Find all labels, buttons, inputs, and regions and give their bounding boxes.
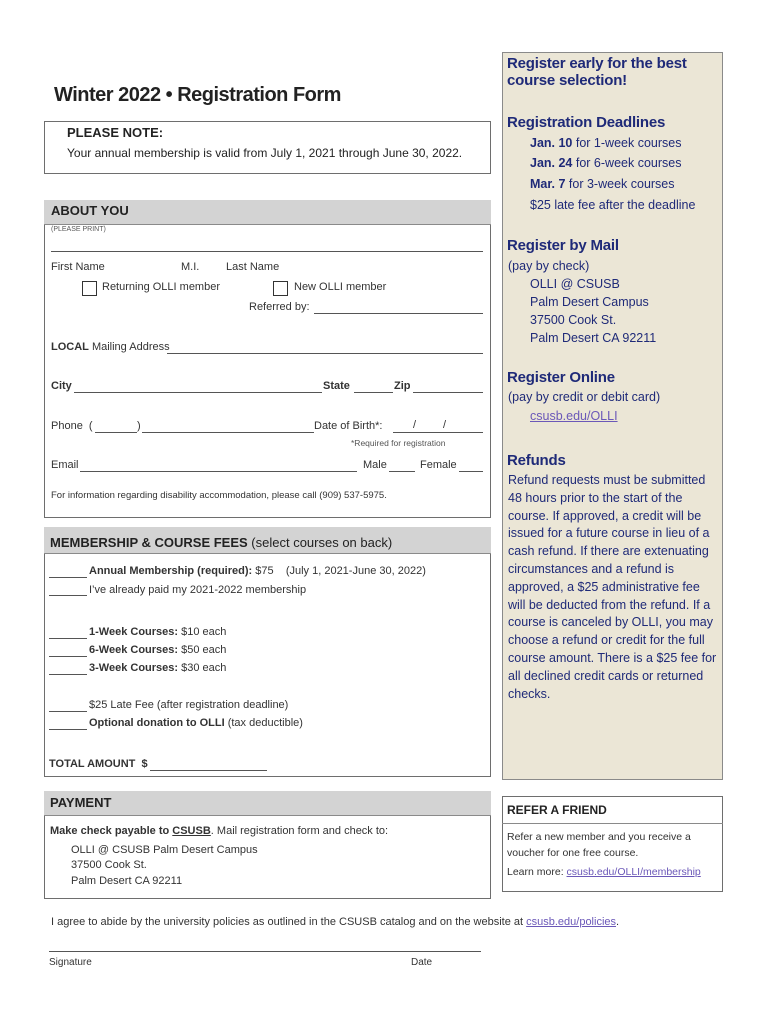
three-week-price: $30 each — [178, 662, 227, 674]
register-early-heading: Register early for the best course selection! — [507, 55, 687, 89]
total-amount-line[interactable] — [150, 770, 267, 771]
zip-line[interactable] — [413, 392, 483, 393]
disability-info: For information regarding disability accommodation, please call (909) 537-5975. — [51, 490, 387, 501]
about-you-heading: ABOUT YOU — [51, 203, 129, 218]
total-amount-label: TOTAL AMOUNT $ — [49, 758, 148, 770]
annual-membership-line[interactable] — [49, 577, 87, 578]
mail-address-line-4: Palm Desert CA 92211 — [530, 331, 657, 345]
three-week-label: 3-Week Courses: — [89, 662, 179, 674]
mail-address-line-1: OLLI @ CSUSB — [530, 277, 620, 291]
required-note: *Required for registration — [351, 438, 446, 448]
annual-membership-price: $75 (July 1, 2021-June 30, 2022) — [252, 565, 426, 577]
name-input-line[interactable] — [51, 251, 483, 252]
area-code-line[interactable] — [95, 432, 137, 433]
refunds-heading: Refunds — [507, 452, 566, 469]
returning-member-checkbox[interactable] — [82, 281, 97, 296]
deadlines-heading: Registration Deadlines — [507, 114, 666, 131]
check-mail-instructions: . Mail registration form and check to: — [210, 825, 389, 837]
deadline-text-1: for 1-week courses — [572, 136, 682, 150]
state-line[interactable] — [354, 392, 393, 393]
online-pay-method: (pay by credit or debit card) — [508, 390, 661, 404]
referred-by-label: Referred by: — [249, 301, 310, 313]
deadline-text-2: for 6-week courses — [572, 156, 682, 170]
new-member-checkbox[interactable] — [273, 281, 288, 296]
signature-line[interactable] — [49, 951, 481, 952]
payment-address-line-2: 37500 Cook St. — [71, 859, 147, 871]
one-week-label: 1-Week Courses: — [89, 626, 179, 638]
phone-paren-close: ) — [137, 420, 141, 432]
learn-more-label: Learn more: — [507, 866, 567, 878]
state-label: State — [323, 380, 350, 392]
male-label: Male — [363, 459, 387, 471]
refer-text-line-1: Refer a new member and you receive a — [507, 831, 691, 843]
three-week-line[interactable] — [49, 674, 87, 675]
six-week-line[interactable] — [49, 656, 87, 657]
policies-link[interactable]: csusb.edu/policies — [526, 916, 617, 928]
six-week-label: 6-Week Courses: — [89, 644, 179, 656]
membership-validity-note: Your annual membership is valid from July 1, 2021 through June 30, 2022. — [67, 146, 463, 160]
referred-by-line[interactable] — [314, 313, 483, 314]
dob-slash-1: / — [413, 419, 417, 431]
already-paid-label: I’ve already paid my 2021-2022 membership — [89, 584, 307, 596]
new-member-label: New OLLI member — [294, 281, 387, 293]
check-payee: CSUSB — [172, 825, 211, 837]
page-title: Winter 2022 • Registration Form — [54, 84, 341, 106]
fees-heading-note: (select courses on back) — [247, 535, 393, 550]
city-label: City — [51, 380, 72, 392]
annual-membership-label: Annual Membership (required): — [89, 565, 253, 577]
dob-label: Date of Birth*: — [314, 420, 383, 432]
payment-heading: PAYMENT — [50, 795, 112, 810]
late-fee-label: $25 Late Fee (after registration deadline) — [89, 699, 289, 711]
dob-slash-2: / — [443, 419, 447, 431]
email-line[interactable] — [80, 471, 357, 472]
signature-label: Signature — [49, 957, 92, 968]
local-label: LOCAL — [51, 341, 89, 353]
refunds-policy-text: Refund requests must be submitted 48 hours prior to the start of the course. If approved, a credit will be issued for a future course in lieu of a cash refund. If there are extenuating circumstances and a refund is approved, a $25 administrative fee will be deducted from the refund. If a course is canceled by OLLI, you may choose a refund or credit for the full course amount. There is a $25 fee for all declined credit cards or returned checks. — [508, 473, 717, 701]
mailing-address-label: Mailing Address — [88, 341, 170, 353]
agreement-end: . — [616, 916, 620, 928]
donation-label: Optional donation to OLLI — [89, 717, 225, 729]
first-name-label: First Name — [51, 261, 105, 273]
deadline-text-3: for 3-week courses — [565, 177, 675, 191]
returning-member-label: Returning OLLI member — [102, 281, 220, 293]
one-week-line[interactable] — [49, 638, 87, 639]
female-label: Female — [420, 459, 457, 471]
female-line[interactable] — [459, 471, 483, 472]
register-by-mail-heading: Register by Mail — [507, 237, 619, 254]
mail-address-line-3: 37500 Cook St. — [530, 313, 617, 327]
already-paid-line[interactable] — [49, 595, 87, 596]
email-label: Email — [51, 459, 79, 471]
deadline-date-1: Jan. 10 — [530, 136, 573, 150]
olli-website-link[interactable]: csusb.edu/OLLI — [530, 409, 618, 423]
city-line[interactable] — [74, 392, 322, 393]
payment-address-line-1: OLLI @ CSUSB Palm Desert Campus — [71, 844, 258, 856]
last-name-label: Last Name — [226, 261, 280, 273]
donation-note: (tax deductible) — [224, 717, 303, 729]
deadline-date-3: Mar. 7 — [530, 177, 566, 191]
refer-text-line-2: voucher for one free course. — [507, 847, 639, 859]
late-fee-line[interactable] — [49, 711, 87, 712]
phone-label: Phone ( — [51, 420, 93, 432]
fees-heading: MEMBERSHIP & COURSE FEES — [50, 535, 248, 550]
phone-line[interactable] — [142, 432, 314, 433]
membership-link[interactable]: csusb.edu/OLLI/membership — [566, 866, 701, 878]
donation-line[interactable] — [49, 729, 87, 730]
refer-a-friend-heading: REFER A FRIEND — [507, 803, 607, 817]
please-print-label: (PLEASE PRINT) — [51, 226, 106, 233]
dob-line[interactable] — [393, 432, 483, 433]
agreement-text: I agree to abide by the university policies as outlined in the CSUSB catalog and on the website at — [51, 916, 527, 928]
check-payable-label: Make check payable to — [50, 825, 173, 837]
mail-pay-method: (pay by check) — [508, 259, 590, 273]
mi-label: M.I. — [181, 261, 200, 273]
mail-address-line-2: Palm Desert Campus — [530, 295, 649, 309]
zip-label: Zip — [394, 380, 411, 392]
late-fee-notice: $25 late fee after the deadline — [530, 198, 696, 212]
male-line[interactable] — [389, 471, 415, 472]
mailing-address-line[interactable] — [167, 353, 483, 354]
one-week-price: $10 each — [178, 626, 227, 638]
register-online-heading: Register Online — [507, 369, 615, 386]
please-note-heading: PLEASE NOTE: — [67, 125, 164, 140]
six-week-price: $50 each — [178, 644, 227, 656]
payment-address-line-3: Palm Desert CA 92211 — [71, 875, 183, 887]
date-label: Date — [411, 957, 433, 968]
deadline-date-2: Jan. 24 — [530, 156, 573, 170]
